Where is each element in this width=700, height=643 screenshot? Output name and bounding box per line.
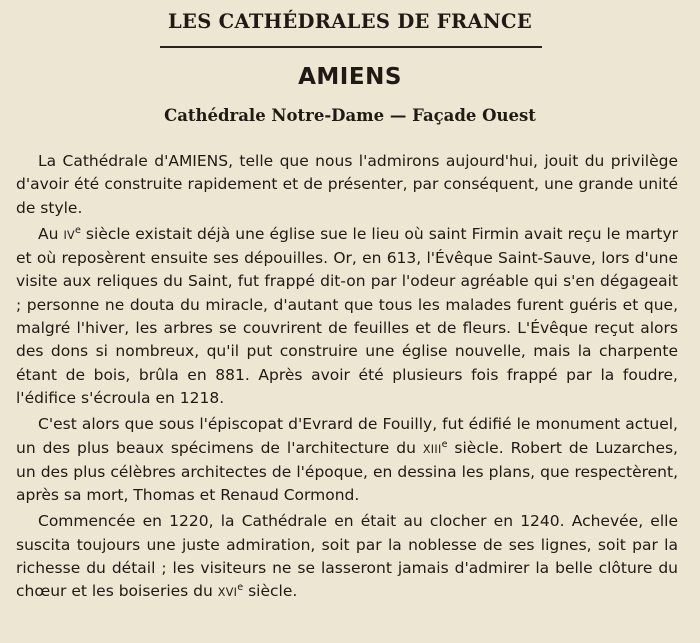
title-divider (160, 46, 542, 48)
century-numeral: XIII (422, 442, 442, 456)
series-title: LES CATHÉDRALES DE FRANCE (168, 10, 532, 33)
paragraph-4-text: siècle. (243, 582, 298, 601)
paragraph-2-text: siècle existait déjà une église sue le lieu où saint Firmin avait reçu le martyr et où reposèrent ensuite ses dépouilles. Or, en 613, l'Évêque Saint-Sauve, lors d'une visite aux reliques du Saint, fut frappé dit-on par l'odeur agréable qui s'en dégageait ; personne ne douta du miracle, d'autant que tous les malades furent guéris et que, malgré l'hiver, les arbres se couvrirent de feuilles et de fleurs. L'Évêque reçut alors des dons si nombreux, qu'il put construire une église nouvelle, mais la charpente étant de bois, brûla en 881. Après avoir été plusieurs fois frappé par la foudre, l'édifice s'écroula en 1218. (16, 224, 679, 407)
century-numeral: IV (63, 228, 75, 242)
paragraph-3-lead: C'est alors que sous l'épiscopat d'Evrard de Fouilly, fut édifié le monument actuel, un des plus beaux spécimens de l'architecture du (16, 415, 678, 457)
paragraph-4 (16, 510, 678, 604)
paragraph-3-text: siècle. Robert de Luzarches, un des plus célèbres architectes de l'époque, en dessina les plans, que respectèrent, après sa mort, Thomas et Renaud Cormond. (16, 438, 678, 505)
paragraph-1: La Cathédrale d'AMIENS, telle que nous l'admirons aujourd'hui, jouit du privilège d'avoir été construite rapidement et de présenter, par conséquent, une grande unité de style. (16, 152, 678, 217)
century-superscript: e (441, 438, 448, 450)
century-superscript: e (75, 224, 81, 236)
city-title: AMIENS (298, 64, 402, 90)
paragraph-3 (16, 413, 678, 507)
article-body (16, 150, 678, 608)
monument-subtitle: Cathédrale Notre-Dame — Façade Ouest (164, 106, 536, 125)
century-superscript: e (237, 582, 244, 594)
paragraph-4-lead: Commencée en 1220, la Cathédrale en était au clocher en 1240. Achevée, elle suscita toujours une juste admiration, soit par la noblesse de ses lignes, soit par la richesse du détail ; les visiteurs ne se lasseront jamais d'admirer la belle clôture du chœur et les boiseries du (16, 512, 678, 601)
paragraph-2 (16, 223, 678, 410)
paragraph-2-lead: Au (38, 224, 64, 243)
century-numeral: XVI (217, 586, 238, 600)
